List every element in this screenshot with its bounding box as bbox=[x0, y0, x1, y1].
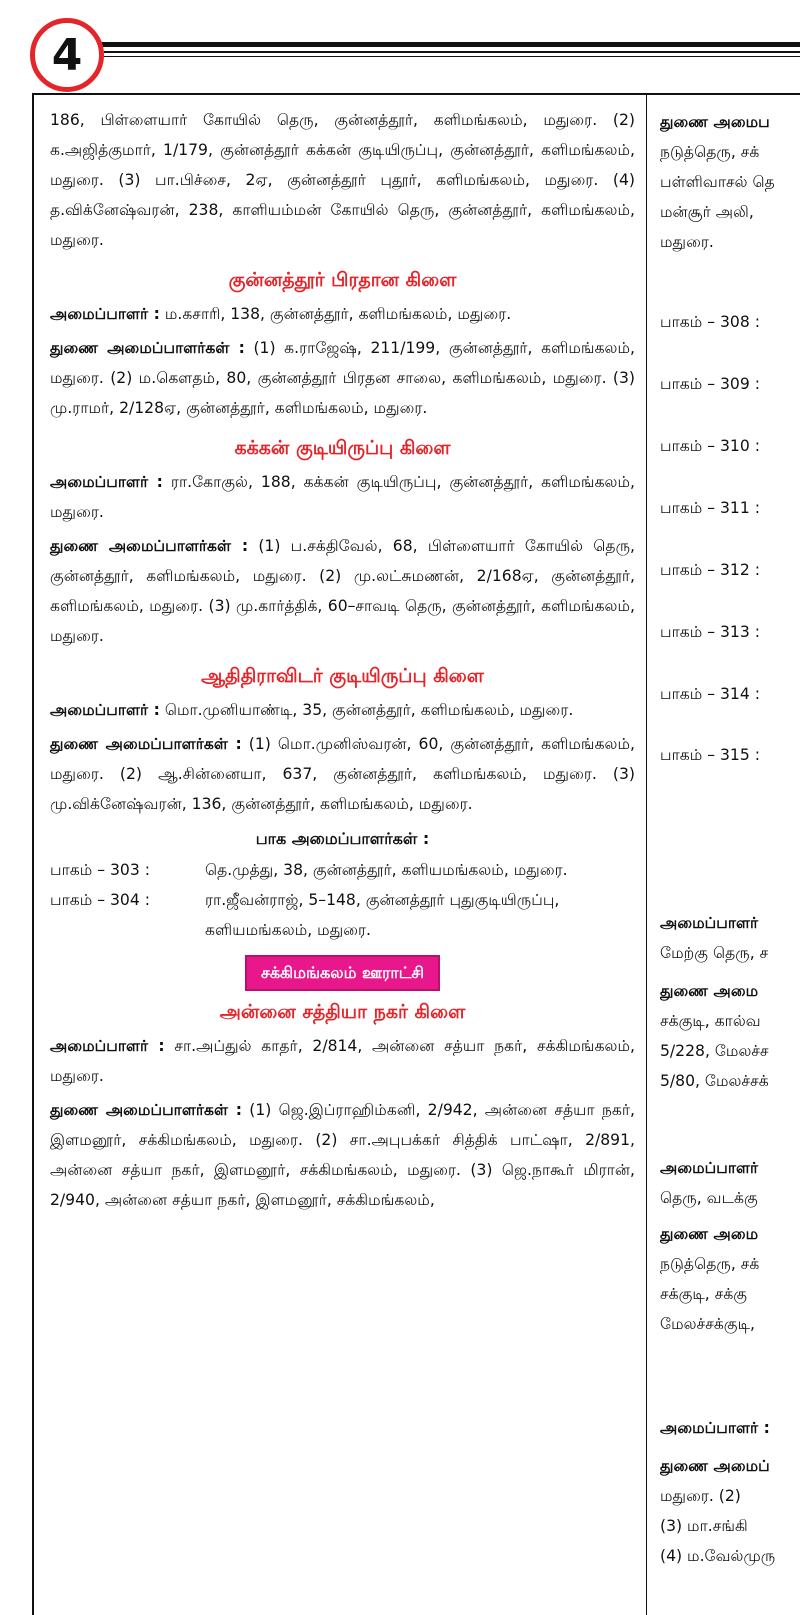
deputy-paragraph bbox=[50, 1095, 635, 1215]
right-text-line: தெரு, வடக்கு bbox=[660, 1189, 758, 1207]
organizer-paragraph bbox=[50, 695, 635, 725]
deputy-label: துணை அமைப்பாளர்கள் : bbox=[50, 1101, 243, 1119]
header-rule-thin bbox=[104, 51, 800, 53]
right-text-line: மேற்கு தெரு, ச bbox=[660, 944, 769, 962]
right-text-line: துணை அமை bbox=[660, 982, 759, 1000]
page-frame bbox=[32, 93, 800, 1615]
part-label: பாகம் – 309 : bbox=[660, 375, 760, 393]
organizer-label: அமைப்பாளர் : bbox=[50, 473, 163, 491]
deputy-paragraph bbox=[50, 531, 635, 651]
left-column bbox=[50, 105, 635, 1215]
part-entry bbox=[50, 855, 635, 885]
deputy-label: துணை அமைப்பாளர்கள் : bbox=[50, 735, 242, 753]
organizer-label: அமைப்பாளர் : bbox=[50, 701, 160, 719]
right-text-line: மேலச்சக்குடி, bbox=[660, 1315, 755, 1333]
part-label: பாகம் – 308 : bbox=[660, 313, 760, 331]
organizer-paragraph bbox=[50, 467, 635, 527]
panchayat-banner bbox=[50, 955, 635, 991]
right-text-line: துணை அமை bbox=[660, 1225, 759, 1243]
organizer-paragraph bbox=[50, 1031, 635, 1091]
deputy-text: (1) மொ.முனிஸ்வரன், 60, குன்னத்தூர், களிமங்கலம், மதுரை. (2) ஆ.சின்னையா, 637, குன்னத்தூர், களிமங்கலம், மதுரை. (3) மு.விக்னேஷ்வரன், 136, குன்னத்தூர், களிமங்கலம், மதுரை. bbox=[50, 735, 635, 813]
header-rule-hairline bbox=[104, 56, 800, 57]
section-heading: ஆதிதிராவிடர் குடியிருப்பு கிளை bbox=[201, 665, 484, 687]
organizer-label: அமைப்பாளர் : bbox=[50, 305, 160, 323]
right-text-line: (3) மா.சங்கி bbox=[660, 1517, 748, 1535]
page-number-badge bbox=[30, 18, 104, 92]
right-text-line: (4) ம.வேல்முரு bbox=[660, 1547, 776, 1565]
page-number: 4 bbox=[51, 29, 83, 81]
deputy-label: துணை அமைப்பாளர்கள் : bbox=[50, 339, 245, 357]
right-text-line: பள்ளிவாசல் தெ bbox=[660, 173, 775, 191]
part-label: பாகம் – 311 : bbox=[660, 499, 760, 517]
organizer-text: ரா.கோகுல், 188, கக்கன் குடியிருப்பு, குன்னத்தூர், களிமங்கலம், மதுரை. bbox=[50, 473, 636, 521]
right-text-line: 5/228, மேலச்ச bbox=[660, 1042, 769, 1060]
organizer-paragraph bbox=[50, 299, 635, 329]
organizer-text: ம.கசாரி, 138, குன்னத்தூர், களிமங்கலம், மதுரை. bbox=[159, 305, 512, 323]
right-text-line: அமைப்பாளர் : bbox=[660, 1419, 770, 1437]
right-text-line: நடுத்தெரு, சக் bbox=[660, 143, 760, 161]
intro-paragraph: 186, பிள்ளையார் கோயில் தெரு, குன்னத்தூர், களிமங்கலம், மதுரை. (2) க.அஜித்குமார், 1/179, குன்னத்தூர் கக்கன் குடியிருப்பு, குன்னத்தூர், களிமங்கலம், மதுரை. (3) பா.பிச்சை, 2ஏ, குன்னத்தூர் புதூர், களிமங்கலம், மதுரை. (4) த.விக்னேஷ்வரன், 238, காளியம்மன் கோயில் தெரு, குன்னத்தூர், களிமங்கலம், மதுரை. bbox=[50, 111, 635, 249]
right-text-line: துணை அமைப் bbox=[660, 1457, 770, 1475]
part-label: பாகம் – 304 : bbox=[50, 891, 150, 909]
part-organizers-heading: பாக அமைப்பாளர்கள் : bbox=[255, 829, 430, 848]
right-text-line: 5/80, மேலச்சக் bbox=[660, 1072, 769, 1090]
part-label: பாகம் – 315 : bbox=[660, 746, 760, 764]
part-label: பாகம் – 310 : bbox=[660, 437, 760, 455]
part-text: தெ.முத்து, 38, குன்னத்தூர், களியமங்கலம், மதுரை. bbox=[205, 861, 568, 879]
part-label: பாகம் – 314 : bbox=[660, 685, 760, 703]
deputy-paragraph bbox=[50, 333, 635, 423]
section-heading: குன்னத்தூர் பிரதான கிளை bbox=[228, 269, 457, 291]
part-label: பாகம் – 303 : bbox=[50, 861, 150, 879]
panchayat-banner-text: சக்கிமங்கலம் ஊராட்சி bbox=[245, 955, 440, 991]
right-text-line: அமைப்பாளர் bbox=[660, 1159, 759, 1177]
organizer-label: அமைப்பாளர் : bbox=[50, 1037, 165, 1055]
section-heading: கக்கன் குடியிருப்பு கிளை bbox=[234, 437, 451, 459]
deputy-text: (1) ப.சக்திவேல், 68, பிள்ளையார் கோயில் தெரு, குன்னத்தூர், களிமங்கலம், மதுரை. (2) மு.லட்சுமணன், 2/168ஏ, குன்னத்தூர், களிமங்கலம், மதுரை. (3) மு.கார்த்திக், 60–சாவடி தெரு, குன்னத்தூர், களிமங்கலம், மதுரை. bbox=[50, 537, 635, 645]
part-text: ரா.ஜீவன்ராஜ், 5–148, குன்னத்தூர் புதுகுடியிருப்பு, களியமங்கலம், மதுரை. bbox=[205, 891, 560, 939]
deputy-text: (1) க.ராஜேஷ், 211/199, குன்னத்தூர், களிமங்கலம், மதுரை. (2) ம.கௌதம், 80, குன்னத்தூர் பிரதன சாலை, களிமங்கலம், மதுரை. (3) மு.ராமர், 2/128ஏ, குன்னத்தூர், களிமங்கலம், மதுரை. bbox=[50, 339, 635, 417]
right-text-line: சக்குடி, சக்கு bbox=[660, 1285, 748, 1303]
right-text-line: மதுரை. bbox=[660, 233, 714, 251]
right-text-line: அமைப்பாளர் bbox=[660, 914, 759, 932]
right-text-line: சக்குடி, கால்வ bbox=[660, 1012, 761, 1030]
part-label: பாகம் – 312 : bbox=[660, 561, 760, 579]
deputy-paragraph bbox=[50, 729, 635, 819]
deputy-label: துணை அமைப்பாளர்கள் : bbox=[50, 537, 249, 555]
part-entry bbox=[50, 885, 635, 945]
part-label: பாகம் – 313 : bbox=[660, 623, 760, 641]
right-text-line: மதுரை. (2) bbox=[660, 1487, 741, 1505]
deputy-text: (1) ஜெ.இப்ராஹிம்கனி, 2/942, அன்னை சத்யா நகர், இளமனூர், சக்கிமங்கலம், மதுரை. (2) சா.அபுபக்கர் சித்திக் பாட்ஷா, 2/891, அன்னை சத்யா நகர், இளமனூர், சக்கிமங்கலம், மதுரை. (3) ஜெ.நாகூர் மிரான், 2/940, அன்னை சத்யா நகர், இளமனூர், சக்கிமங்கலம், bbox=[50, 1101, 635, 1209]
header-rule bbox=[100, 42, 800, 47]
section-heading: அன்னை சத்தியா நகர் கிளை bbox=[219, 1001, 466, 1023]
right-text-line: நடுத்தெரு, சக் bbox=[660, 1255, 760, 1273]
right-column bbox=[660, 95, 800, 1615]
right-text-line: மன்சூர் அலி, bbox=[660, 203, 754, 221]
organizer-text: மொ.முனியாண்டி, 35, குன்னத்தூர், களிமங்கலம், மதுரை. bbox=[159, 701, 574, 719]
organizer-text: சா.அப்துல் காதர், 2/814, அன்னை சத்யா நகர், சக்கிமங்கலம், மதுரை. bbox=[50, 1037, 635, 1085]
right-text-line: துணை அமைப bbox=[660, 113, 770, 131]
column-divider bbox=[646, 95, 647, 1615]
